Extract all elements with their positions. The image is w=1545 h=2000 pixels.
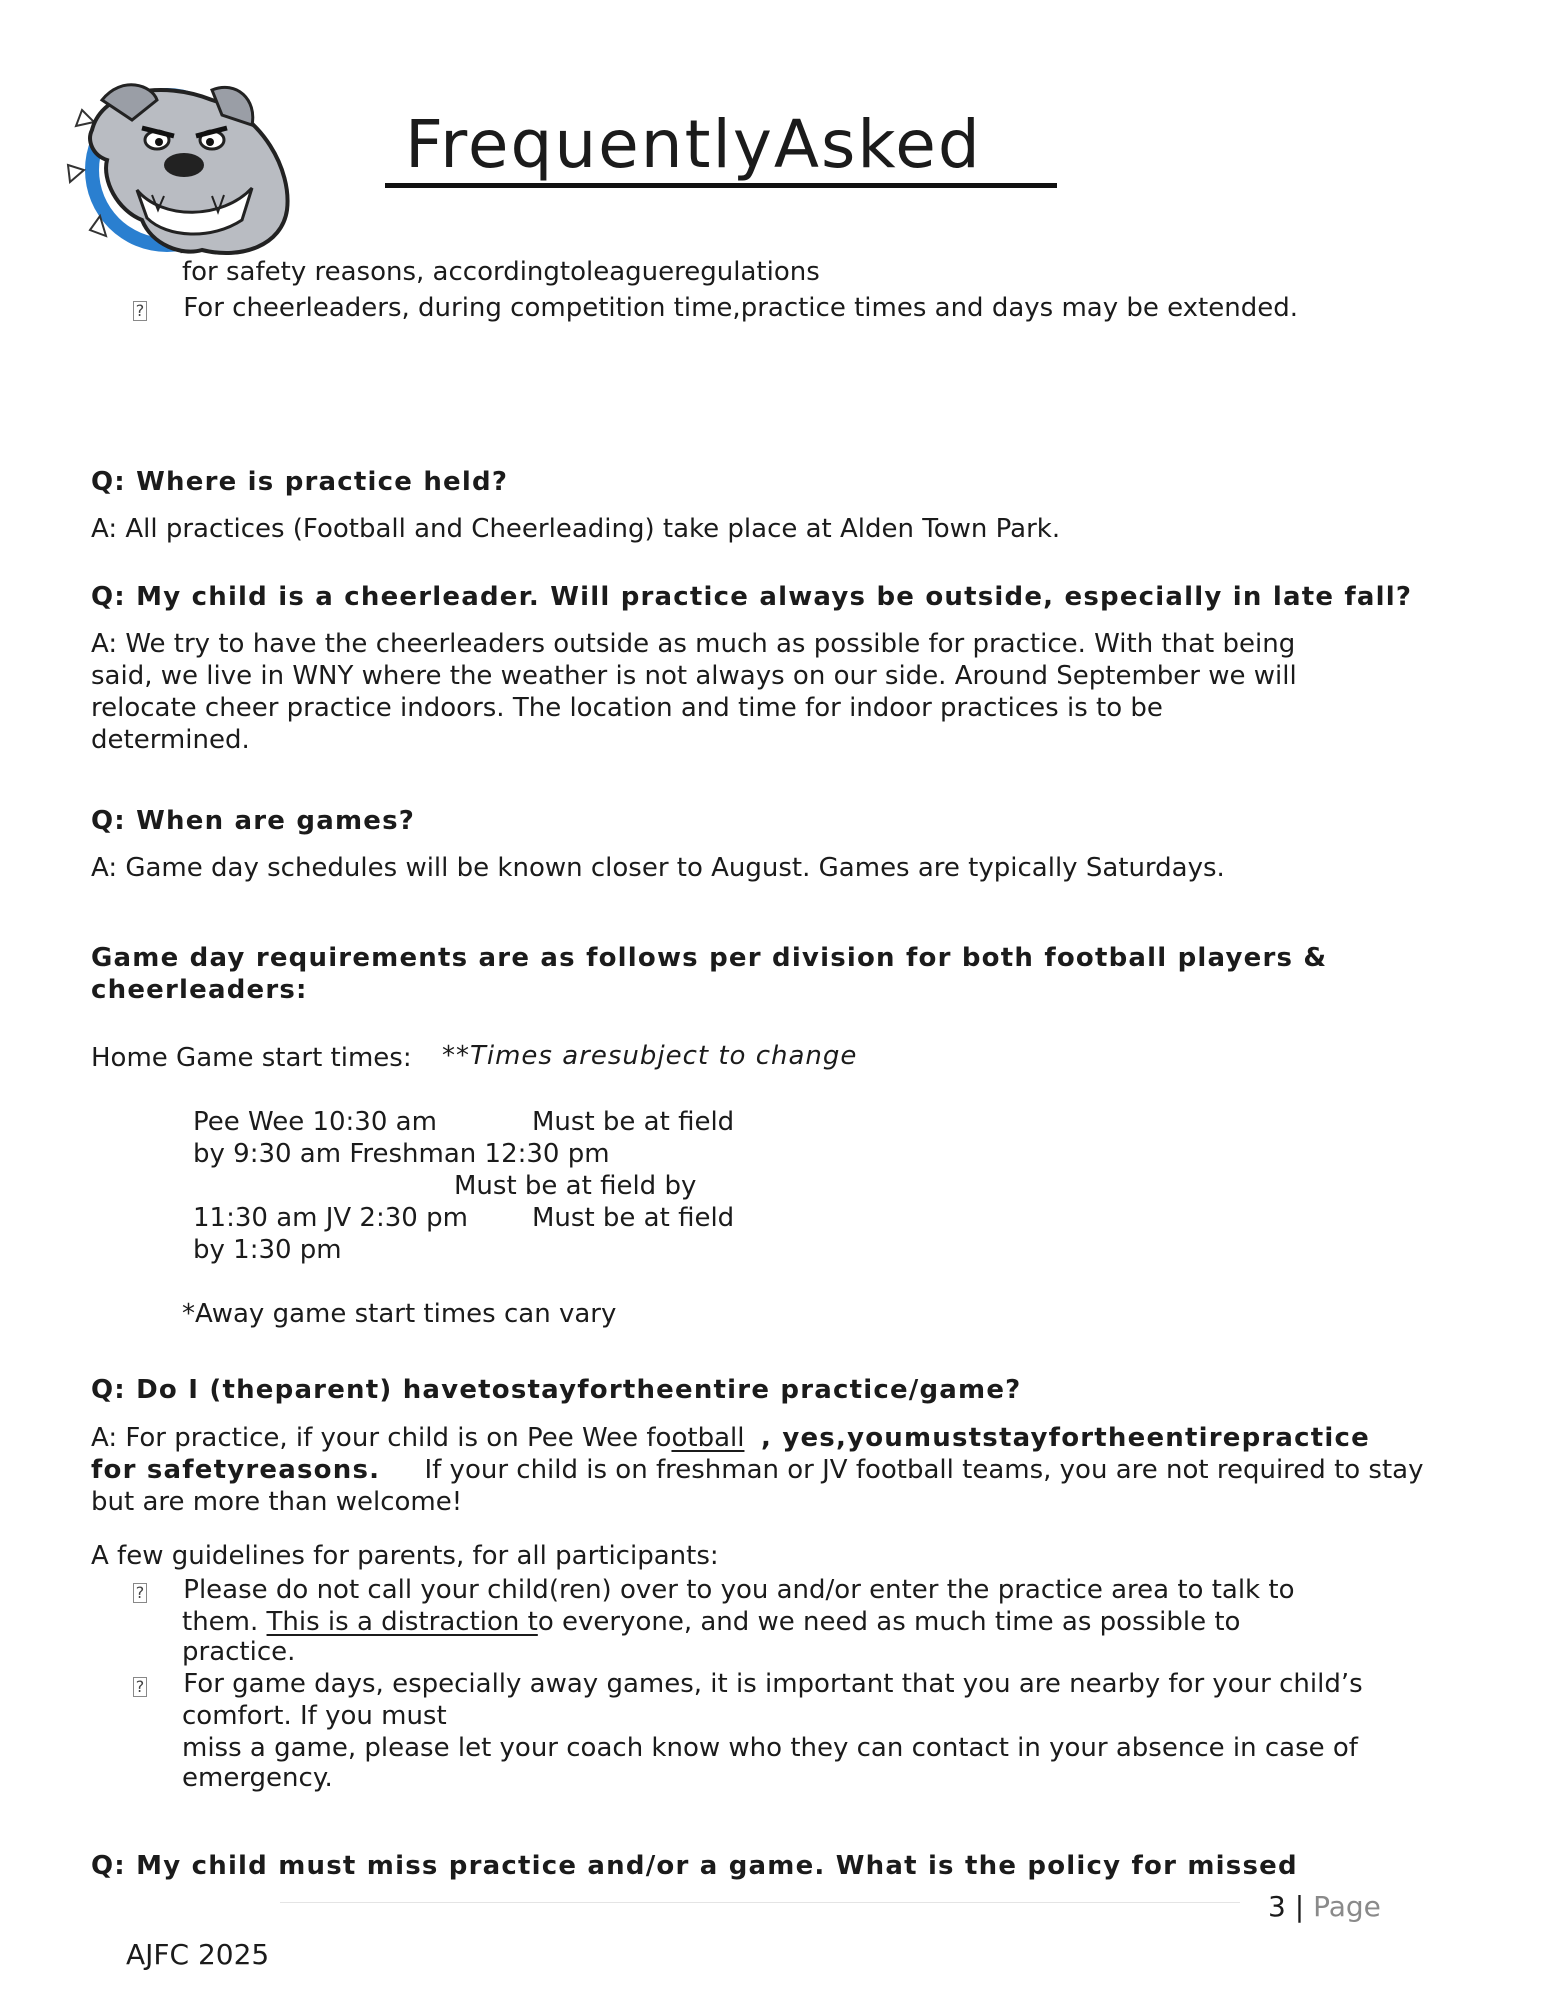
home-game-label: Home Game start times: [91,1043,412,1073]
answer-cheer-line: determined. [91,725,250,755]
answer-stay-pre: A: For practice, if your child is on Pee Wee fo [91,1423,672,1453]
bullet-icon: ? [133,301,147,321]
answer-games: A: Game day schedules will be known closer to August. Games are typically Saturdays. [91,853,1225,883]
answer-stay-bold: , yes,youmuststayfortheentirepractice [761,1423,1370,1453]
intro-bullet-text: For cheerleaders, during competition time,practice times and days may be extended. [183,293,1298,323]
footer-divider [280,1902,1240,1903]
page-separator: | [1294,1890,1305,1923]
answer-stay-bold-2: for safetyreasons. [91,1455,381,1485]
page-number-value: 3 [1268,1890,1286,1923]
bulldog-mascot-icon [62,70,302,260]
guideline-line: practice. [182,1637,296,1667]
schedule-line: 11:30 am JV 2:30 pm [193,1203,468,1233]
guideline-text: For game days, especially away games, it is important that you are nearby for your child’s [183,1669,1363,1699]
answer-stay-line-2 [91,1454,1424,1486]
answer-stay-underlined: otball [671,1423,745,1453]
question-missed: Q: My child must miss practice and/or a game. What is the policy for missed [91,1851,1298,1881]
guideline-bullet-item [133,1668,1363,1700]
title-underline [385,183,1057,188]
answer-stay-line-3: but are more than welcome! [91,1487,463,1517]
requirements-heading-line: cheerleaders: [91,975,308,1005]
guideline-text: Please do not call your child(ren) over to you and/or enter the practice area to talk to [183,1575,1295,1605]
answer-stay-line-1 [91,1422,1370,1454]
answer-cheer-line: said, we live in WNY where the weather is not always on our side. Around September we will [91,661,1297,691]
home-game-note: **Times aresubject to change [442,1041,858,1071]
bullet-icon: ? [133,1677,147,1697]
guidelines-intro: A few guidelines for parents, for all participants: [91,1541,719,1571]
guideline-line: emergency. [182,1763,333,1793]
page-title: FrequentlyAsked [405,106,982,183]
schedule-line: Must be at field [532,1107,735,1137]
page-label: Page [1313,1890,1381,1923]
away-game-note: *Away game start times can vary [182,1299,617,1329]
guideline-post: o everyone, and we need as much time as possible to [537,1607,1241,1637]
guideline-line [182,1606,1240,1638]
logo [62,70,302,260]
requirements-heading-line: Game day requirements are as follows per division for both football players & [91,943,1328,973]
guideline-underlined: This is a distraction t [266,1607,538,1637]
guideline-pre: them. [182,1607,267,1637]
schedule-line: Pee Wee 10:30 am [193,1107,437,1137]
guideline-bullet-item [133,1574,1294,1606]
schedule-line: by 9:30 am Freshman 12:30 pm [193,1139,610,1169]
guideline-line: miss a game, please let your coach know who they can contact in your absence in case of [182,1733,1358,1763]
answer-cheer-line: A: We try to have the cheerleaders outside as much as possible for practice. With that being [91,629,1296,659]
schedule-line: Must be at field by [454,1171,697,1201]
bullet-icon: ? [133,1583,147,1603]
footer-org: AJFC 2025 [126,1938,270,1971]
schedule-line: Must be at field [532,1203,735,1233]
intro-continuation: for safety reasons, accordingtoleagueregulations [182,257,820,287]
question-games: Q: When are games? [91,806,416,836]
guideline-line: comfort. If you must [182,1701,447,1731]
answer-stay-rest: If your child is on freshman or JV football teams, you are not required to stay [424,1455,1424,1485]
question-practice-location: Q: Where is practice held? [91,467,509,497]
question-cheer-outside: Q: My child is a cheerleader. Will practice always be outside, especially in late fall? [91,582,1413,612]
schedule-line: by 1:30 pm [193,1235,342,1265]
question-stay: Q: Do I (theparent) havetostayfortheentire practice/game? [91,1375,1022,1405]
page-number [1268,1890,1381,1923]
intro-bullet-item [133,292,1298,324]
answer-practice-location: A: All practices (Football and Cheerleading) take place at Alden Town Park. [91,514,1061,544]
answer-cheer-line: relocate cheer practice indoors. The location and time for indoor practices is to be [91,693,1163,723]
